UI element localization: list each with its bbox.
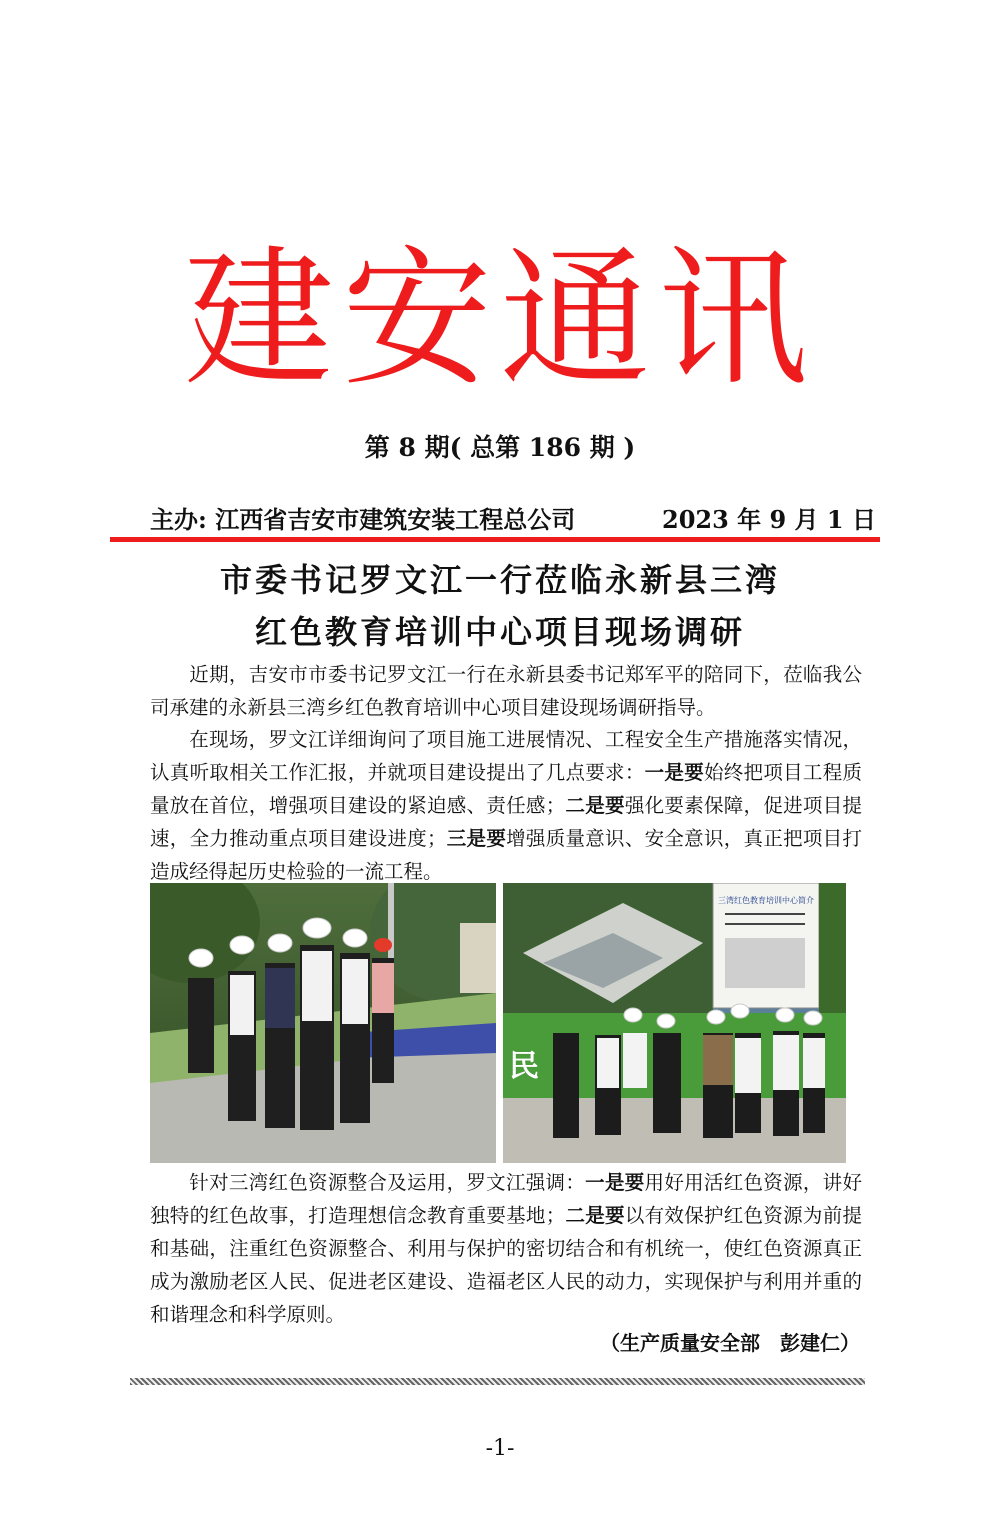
- paragraph-2: [150, 723, 862, 888]
- paragraph-2-text-3: 强化要素保障，促进项目提速，全力推动重点项目建设进度；: [150, 794, 862, 850]
- photo-site-inspection-right: [503, 883, 846, 1163]
- paragraph-3-point-2: 二是要: [565, 1204, 625, 1227]
- publish-date: 2023 年 9 月 1 日: [662, 505, 876, 534]
- paragraph-3: [150, 1166, 862, 1331]
- project-board-title: 三湾红色教育培训中心简介: [718, 896, 814, 905]
- headline-line-2: 红色教育培训中心项目现场调研: [254, 613, 745, 651]
- paragraph-1: [150, 658, 862, 724]
- paragraph-2-point-2: 二是要: [565, 794, 625, 817]
- author-byline: （生产质量安全部 彭建仁）: [600, 1331, 860, 1355]
- red-divider: [110, 537, 880, 542]
- photo-site-inspection-left: [150, 883, 496, 1163]
- paragraph-2-point-1: 一是要: [644, 761, 704, 784]
- paragraph-3-text-3: 以有效保护红色资源为前提和基础，注重红色资源整合、利用与保护的密切结合和有机统一，使红色资源真正成为激励老区人民、促进老区建设、造福老区人民的动力，实现保护与利用并重的和谐理念和科学原则。: [150, 1204, 862, 1326]
- footer-hatched-divider: [130, 1378, 865, 1385]
- paragraph-1-text: 近期，吉安市市委书记罗文江一行在永新县委书记郑军平的陪同下，莅临我公司承建的永新县三湾乡红色教育培训中心项目建设现场调研指导。: [150, 663, 862, 719]
- page-number: -1-: [485, 1436, 515, 1461]
- paragraph-2-text-4: 增强质量意识、安全意识，真正把项目打造成经得起历史检验的一流工程。: [150, 827, 862, 883]
- paragraph-2-point-3: 三是要: [446, 827, 507, 850]
- issue-number: 第 8 期( 总第 186 期 ): [364, 433, 636, 462]
- headline-line-1: 市委书记罗文江一行莅临永新县三湾: [219, 561, 780, 599]
- lawn-sign-text: 民: [509, 1049, 539, 1084]
- paragraph-3-text-1: 针对三湾红色资源整合及运用，罗文江强调：: [189, 1171, 586, 1194]
- masthead-title: 建安通讯: [183, 233, 816, 407]
- paragraph-3-point-1: 一是要: [585, 1171, 645, 1194]
- sponsor-line: 主办: 江西省吉安市建筑安装工程总公司: [150, 505, 576, 534]
- paragraph-2-text-1: 在现场，罗文江详细询问了项目施工进展情况、工程安全生产措施落实情况，认真听取相关工作汇报，并就项目建设提出了几点要求：: [150, 728, 862, 784]
- paragraph-3-text-2: 用好用活红色资源，讲好独特的红色故事，打造理想信念教育重要基地；: [150, 1171, 862, 1227]
- paragraph-2-text-2: 始终把项目工程质量放在首位，增强项目建设的紧迫感、责任感；: [150, 761, 862, 817]
